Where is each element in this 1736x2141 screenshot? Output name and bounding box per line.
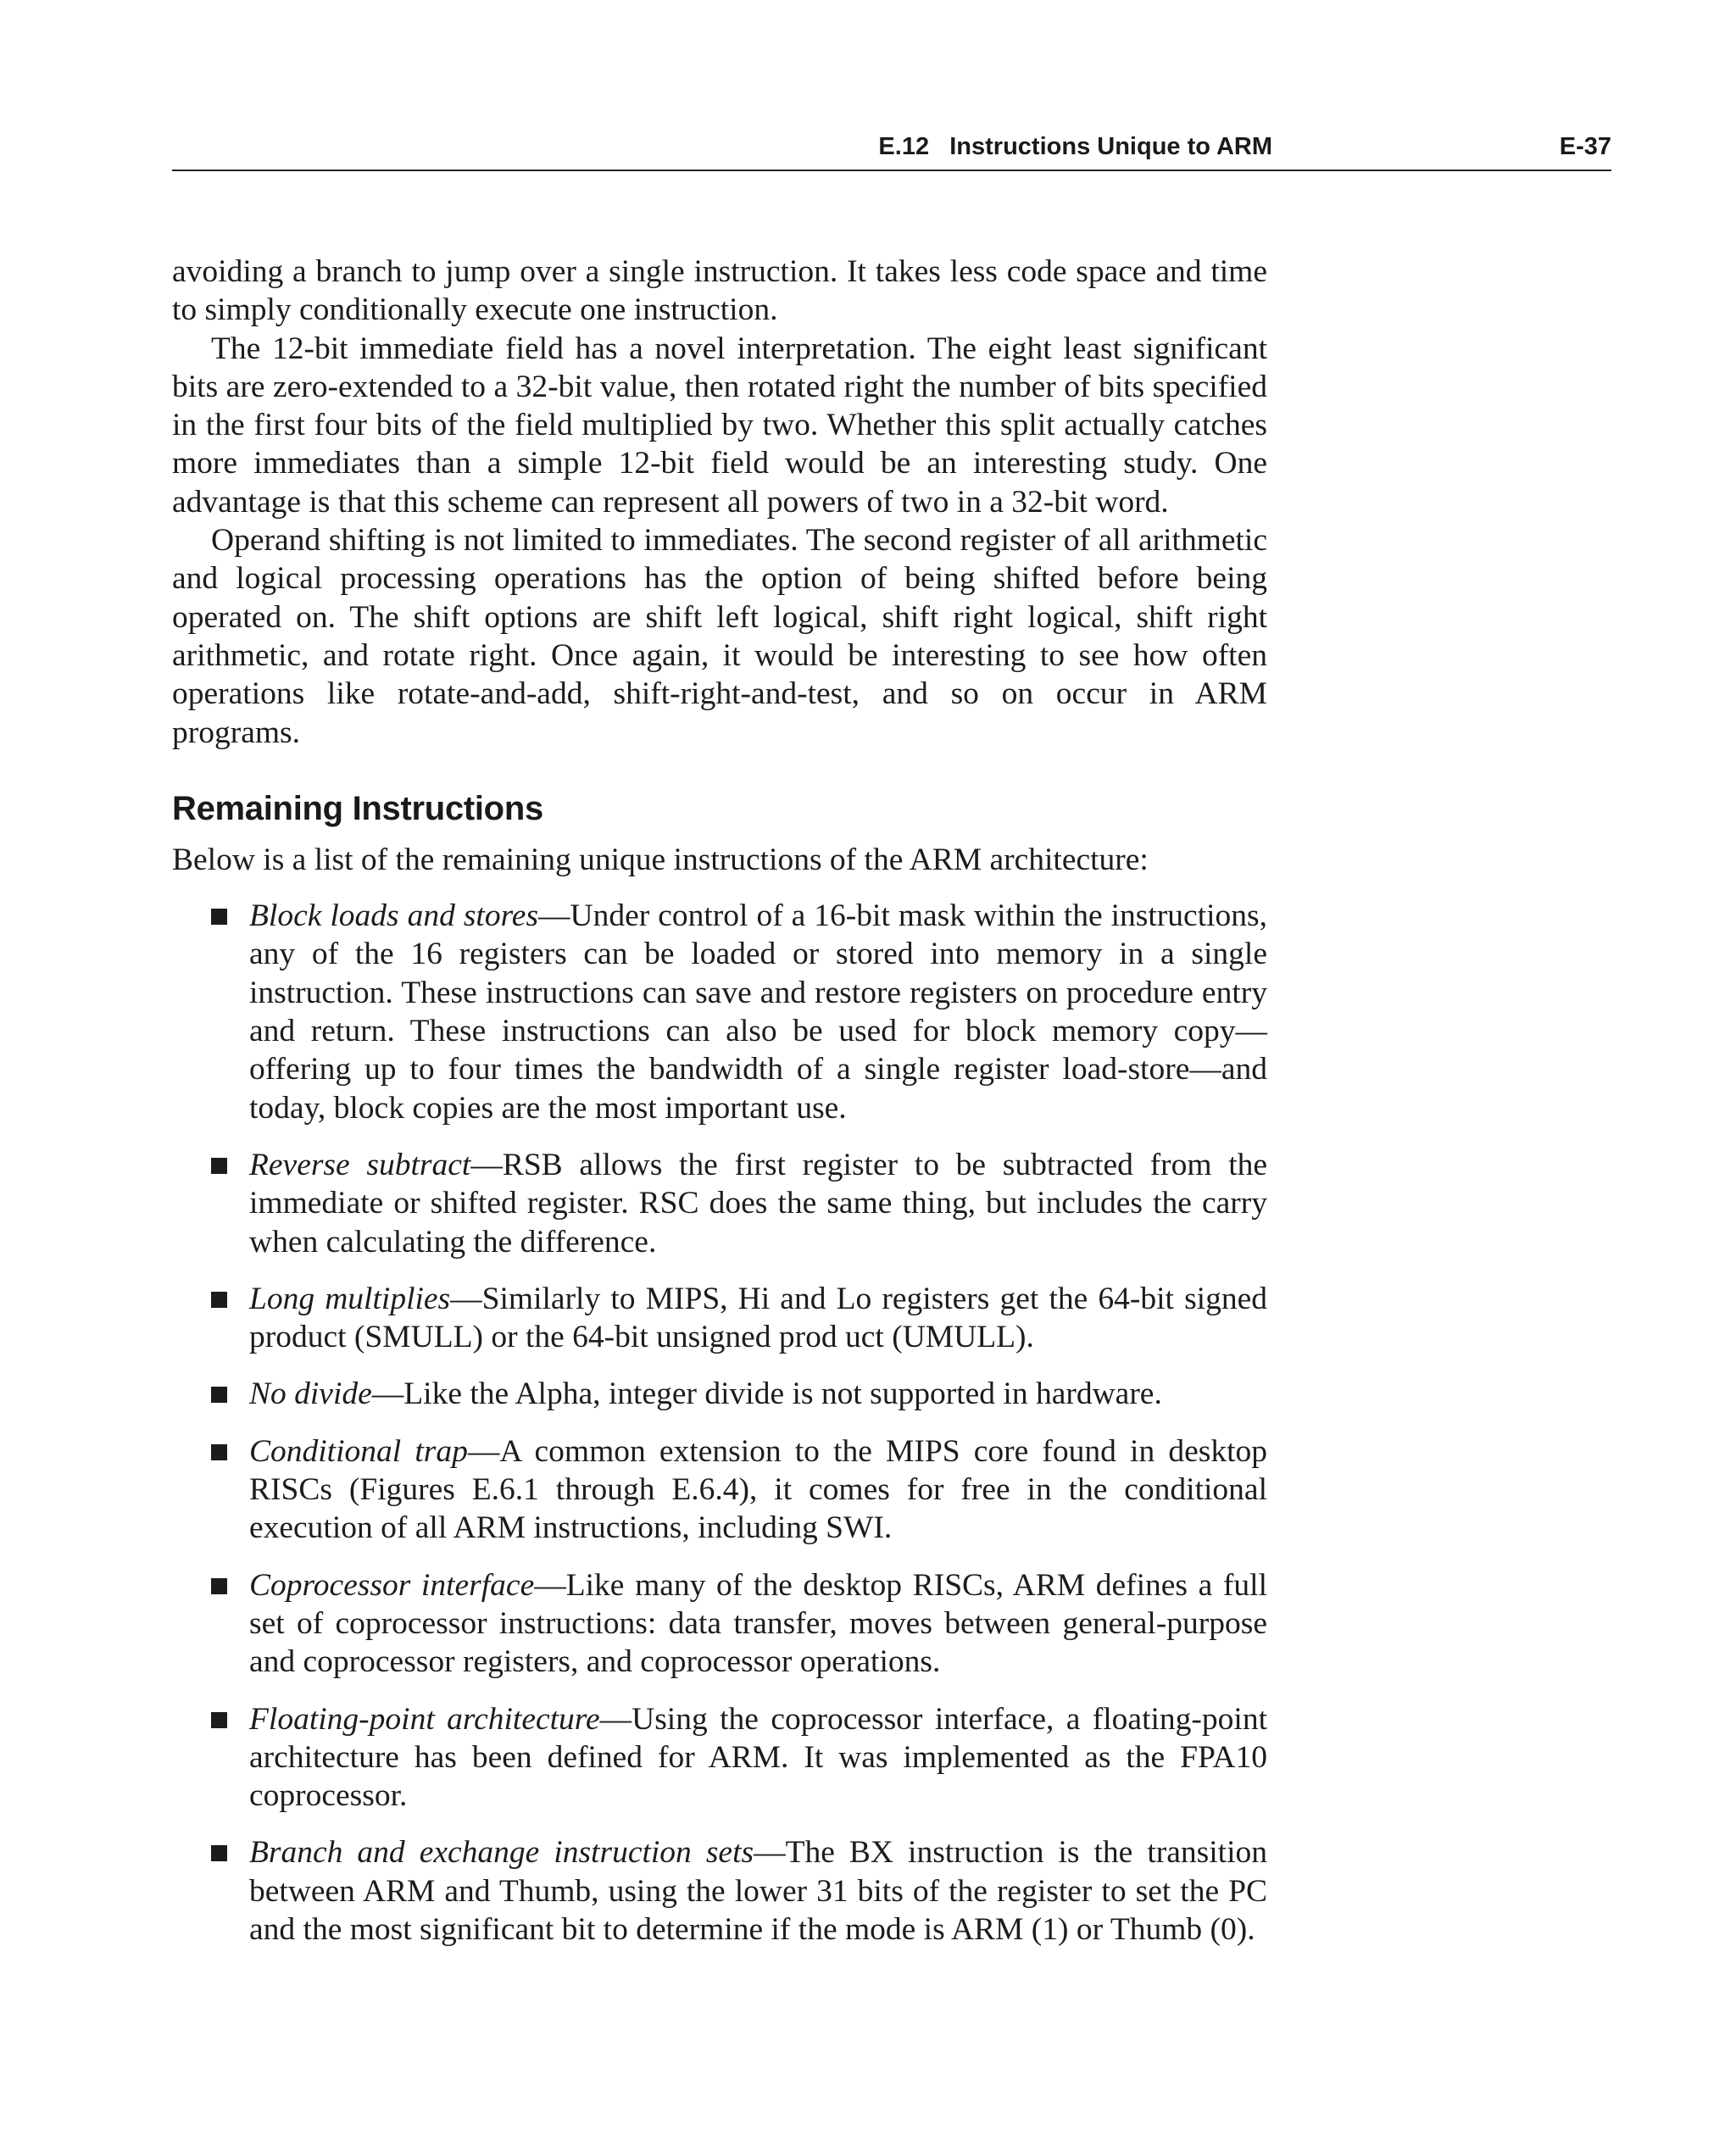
list-item-text: —Like many of the desktop RISCs, ARM defines a full set of coprocessor instructions: data transfer, moves between general-purpose and coprocessor registers, and coprocessor operations. bbox=[249, 1567, 1267, 1680]
list-item-text: —RSB allows the first register to be subtracted from the immediate or shifted register. RSC does the same thing, but includes the carry when calculating the difference. bbox=[249, 1147, 1268, 1260]
running-header-section: E.12 Instructions Unique to ARM bbox=[878, 133, 1272, 160]
square-bullet-icon bbox=[211, 1578, 227, 1594]
list-item bbox=[172, 1280, 1267, 1357]
list-item-term: Coprocessor interface bbox=[249, 1567, 535, 1603]
list-item-term: Reverse subtract bbox=[249, 1147, 471, 1182]
paragraph-continued: avoiding a branch to jump over a single instruction. It takes less code space and time to simply conditionally execute one instruction. bbox=[172, 254, 1267, 328]
list-item-text: —Similarly to MIPS, Hi and Lo registers get the 64-bit signed product (SMULL) or the 64-bit unsigned prod uct (UMULL). bbox=[249, 1281, 1267, 1355]
list-item bbox=[172, 1375, 1267, 1413]
list-item-text: —A common extension to the MIPS core found in desktop RISCs (Figures E.6.1 through E.6.4), it comes for free in the conditional execution of all ARM instructions, including SWI. bbox=[249, 1433, 1268, 1546]
list-item bbox=[172, 1146, 1267, 1261]
square-bullet-icon bbox=[211, 909, 227, 925]
section-heading: Remaining Instructions bbox=[172, 789, 543, 827]
square-bullet-icon bbox=[211, 1292, 227, 1308]
instruction-list bbox=[172, 897, 1267, 1949]
list-item-term: No divide bbox=[249, 1376, 372, 1412]
square-bullet-icon bbox=[211, 1444, 227, 1460]
list-item-term: Conditional trap bbox=[249, 1433, 468, 1469]
running-header bbox=[172, 127, 1611, 171]
page-number: E-37 bbox=[1559, 133, 1611, 160]
list-item-term: Floating-point architecture bbox=[249, 1701, 600, 1737]
body-text bbox=[172, 253, 1267, 1967]
list-item bbox=[172, 1566, 1267, 1682]
list-intro: Below is a list of the remaining unique instructions of the ARM architecture: bbox=[172, 842, 1149, 877]
list-item-text: —Using the coprocessor interface, a floating-point architecture has been defined for ARM. It was implemented as the FPA10 coprocessor. bbox=[249, 1701, 1267, 1814]
list-item bbox=[172, 897, 1267, 1127]
list-item bbox=[172, 1432, 1267, 1548]
square-bullet-icon bbox=[211, 1712, 227, 1728]
square-bullet-icon bbox=[211, 1845, 227, 1861]
list-item bbox=[172, 1700, 1267, 1816]
list-item-term: Branch and exchange instruction sets bbox=[249, 1835, 754, 1871]
list-item-term: Block loads and stores bbox=[249, 898, 539, 934]
list-item-term: Long multiplies bbox=[249, 1281, 451, 1316]
square-bullet-icon bbox=[211, 1387, 227, 1403]
paragraph-operand-shifting: Operand shifting is not limited to immediates. The second register of all arithmetic and logical processing operations has the option of being shifted before being operated on. The shift options are shift left logical, shift right logical, shift right arithmetic, and rotate right. Once again, it would be interesting to see how often operations like rotate-and-add, shift-right-and-test, and so on occur in ARM programs. bbox=[172, 523, 1267, 750]
square-bullet-icon bbox=[211, 1158, 227, 1174]
list-item-text: —The BX instruction is the transition between ARM and Thumb, using the lower 31 bits of the register to set the PC and the most significant bit to determine if the mode is ARM (1) or Thumb (0). bbox=[249, 1835, 1267, 1947]
list-item-text: —Like the Alpha, integer divide is not supported in hardware. bbox=[371, 1376, 1162, 1412]
list-item-text: —Under control of a 16-bit mask within the instructions, any of the 16 registers can be loaded or stored into memory in a single instruction. These instructions can save and restore registers on procedure entry and return. These instructions can also be used for block memory copy—offering up to four times the bandwidth of a single register load-store—and today, block copies are the most important use. bbox=[249, 898, 1267, 1126]
list-item bbox=[172, 1833, 1267, 1949]
paragraph-immediate-field: The 12-bit immediate field has a novel interpretation. The eight least significant bits are zero-extended to a 32-bit value, then rotated right the number of bits specified in the first four bits of the field multiplied by two. Whether this split actually catches more immediates than a simple 12-bit field would be an interesting study. One advantage is that this scheme can represent all powers of two in a 32-bit word. bbox=[172, 331, 1267, 520]
